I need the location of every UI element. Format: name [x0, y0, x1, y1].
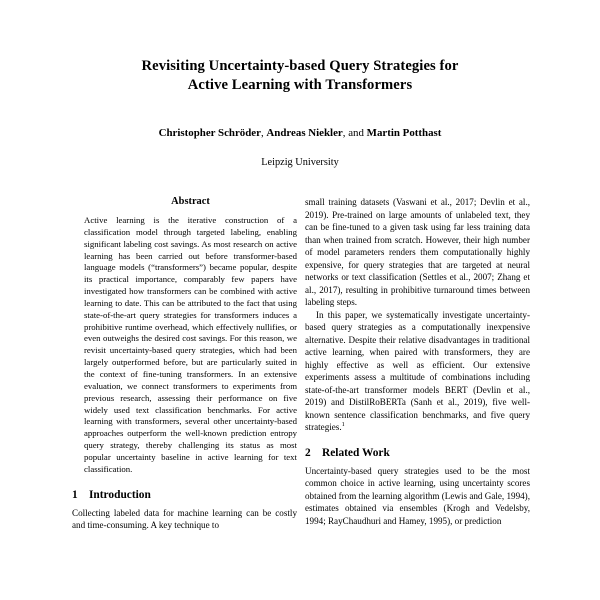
section-title-related-work: Related Work: [322, 446, 390, 459]
related-work-body: [305, 465, 530, 528]
left-column: [72, 196, 297, 600]
section-number-introduction: 1: [72, 488, 78, 501]
body-columns: [0, 196, 600, 600]
author-name-3: Martin Potthast: [366, 126, 442, 139]
author-separator-2: , and: [342, 126, 367, 139]
section-number-related-work: 2: [305, 446, 311, 459]
related-work-paragraph-1: Uncertainty-based query strategies used to be the most common choice in active learning, using uncertainty scores obtained from the learning algorithm (Lewis and Gale, 1994), estimates obtained via ensembles (Krogh and Vedelsby, 1994; RayChaudhuri and Hamey, 1995), or prediction: [305, 465, 530, 526]
abstract-paragraph: Active learning is the iterative construction of a classification model through targeted labeling, enabling significant labeling cost savings. As most research on active learning has been carried out before transformer-based language models (“transformers”) became popular, despite its practical importance, comparably few papers have investigated how transformers can be combined with active learning to date. This can be attributed to the fact that using state-of-the-art query strategies for transformers induces a prohibitive runtime overhead, which effectively nullifies, or even outweighs the desired cost savings. For this reason, we revisit uncertainty-based query strategies, which had been largely outperformed before, but are particularly suited in the context of fine-tuning transformers. In an extensive evaluation, we connect transformers to experiments from previous research, assessing their performance on five widely used text classification benchmarks. For active learning with transformers, several other uncertainty-based approaches outperform the well-known prediction entropy query strategy, thereby challenging its status as most popular uncertainty baseline in active learning for text classification.: [84, 215, 297, 474]
author-name-2: Andreas Niekler: [266, 126, 343, 139]
contributions-paragraph-text: In this paper, we systematically investigate uncertainty-based query strategies as a computationally inexpensive alternative. Despite their relative disadvantages in traditional active learning, when paired with transformers, they are highly effective as well as efficient. Our extensive experiments assess a multitude of combinations including state-of-the-art transformer models BERT (Devlin et al., 2019) and DistilRoBERTa (Sanh et al., 2019), five well-known sentence classification benchmarks, and five query strategies.: [305, 309, 530, 432]
section-heading-related-work: [305, 447, 530, 459]
title-block: [0, 0, 600, 168]
continued-paragraph: small training datasets (Vaswani et al., 2017; Devlin et al., 2019). Pre-trained on large amounts of unlabeled text, they can be fine-tuned to a given task using far less training data than when trained from scratch. However, their high number of model parameters renders them computationally highly expensive, for query strategies that are targeted at neural networks or text classification (Settles et al., 2007; Zhang et al., 2017), resulting in prohibitive turnaround times between labeling steps.: [305, 197, 530, 307]
page-title: [85, 57, 515, 96]
author-list: [0, 126, 600, 140]
author-separator-1: ,: [260, 126, 267, 139]
author-name-1: Christopher Schröder: [158, 126, 261, 139]
title-line-2: Active Learning with Transformers: [187, 77, 413, 94]
section-title-introduction: Introduction: [89, 488, 151, 501]
footnote-marker: 1: [341, 420, 345, 428]
title-line-1: Revisiting Uncertainty-based Query Strategies for: [141, 58, 459, 74]
contributions-paragraph: [305, 309, 530, 434]
abstract-body: [84, 215, 297, 476]
introduction-body: [72, 507, 297, 532]
right-column: [305, 196, 530, 600]
right-column-body: [305, 196, 530, 434]
affiliation: Leipzig University: [261, 156, 339, 168]
section-heading-introduction: [72, 489, 297, 501]
introduction-paragraph-1: Collecting labeled data for machine learning can be costly and time-consuming. A key technique to: [72, 507, 297, 531]
abstract-heading: Abstract: [171, 196, 210, 207]
abstract-section: [84, 196, 297, 476]
